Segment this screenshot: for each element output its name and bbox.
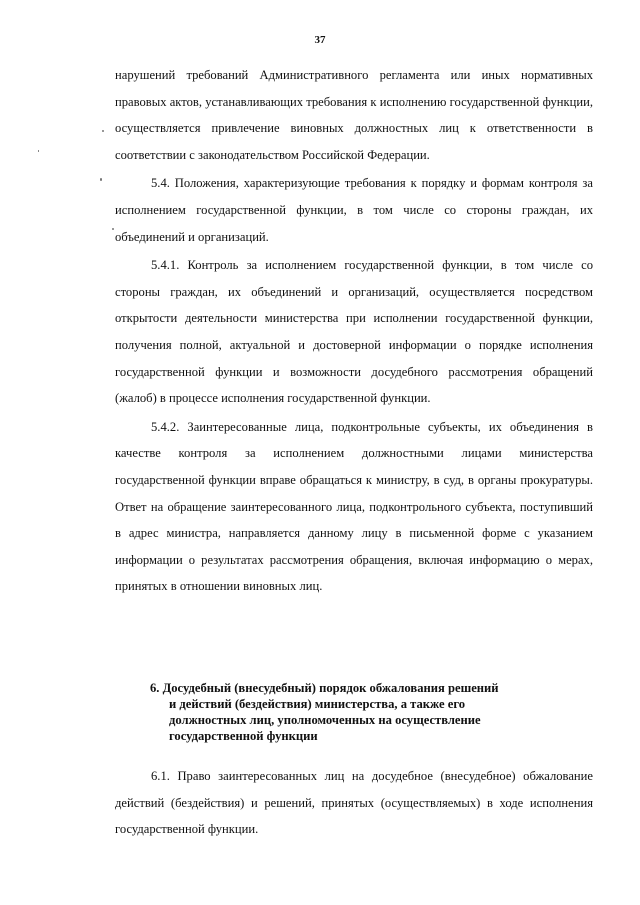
scan-mark	[102, 130, 104, 132]
heading-line: государственной функции	[169, 729, 318, 743]
paragraph-continuation: нарушений требований Административного регламента или иных нормативных правовых актов, устанавливающих требования к исполнению государственной функции, осуществляется привлечение виновных должностных лиц к ответственности в соответствии с законодательством Российской Федерации.	[115, 68, 593, 162]
scan-mark	[112, 228, 114, 230]
paragraph-5-4-1: 5.4.1. Контроль за исполнением государственной функции, в том числе со стороны граждан, их объединений и организаций, осуществляется посредством открытости деятельности министерства при исполнении государственной функции, получения полной, актуальной и достоверной информации о порядке исполнения государственной функции и возможности досудебного рассмотрения обращений (жалоб) в процессе исполнения государственной функции.	[115, 258, 593, 406]
paragraph-5-4-2: 5.4.2. Заинтересованные лица, подконтрольные субъекты, их объединения в качестве контроля за исполнением должностными лицами министерства государственной функции вправе обращаться к министру, в суд, в органы прокуратуры. Ответ на обращение заинтересованного лица, подконтрольного субъекта, поступивший в адрес министра, направляется данному лицу в письменной форме с указанием информации о результатах рассмотрения обращения, включая информацию о мерах, принятых в отношении виновных лиц.	[115, 419, 593, 594]
heading-line: 6. Досудебный (внесудебный) порядок обжалования решений	[150, 681, 499, 695]
body-block-bottom	[115, 763, 593, 843]
heading-line: должностных лиц, уполномоченных на осуществление	[169, 713, 481, 727]
paragraph-5-4: 5.4. Положения, характеризующие требования к порядку и формам контроля за исполнением государственной функции, в том числе со стороны граждан, их объединений и организаций.	[115, 176, 593, 244]
section-6-heading	[150, 680, 584, 744]
page-number: 37	[314, 34, 326, 46]
scan-mark	[100, 178, 102, 181]
body-block-top	[115, 62, 593, 600]
paragraph-6-1: 6.1. Право заинтересованных лиц на досудебное (внесудебное) обжалование действий (бездействия) и решений, принятых (осуществляемых) в ходе исполнения государственной функции.	[115, 769, 593, 837]
scan-mark	[38, 150, 39, 152]
heading-line: и действий (бездействия) министерства, а также его	[169, 697, 466, 711]
